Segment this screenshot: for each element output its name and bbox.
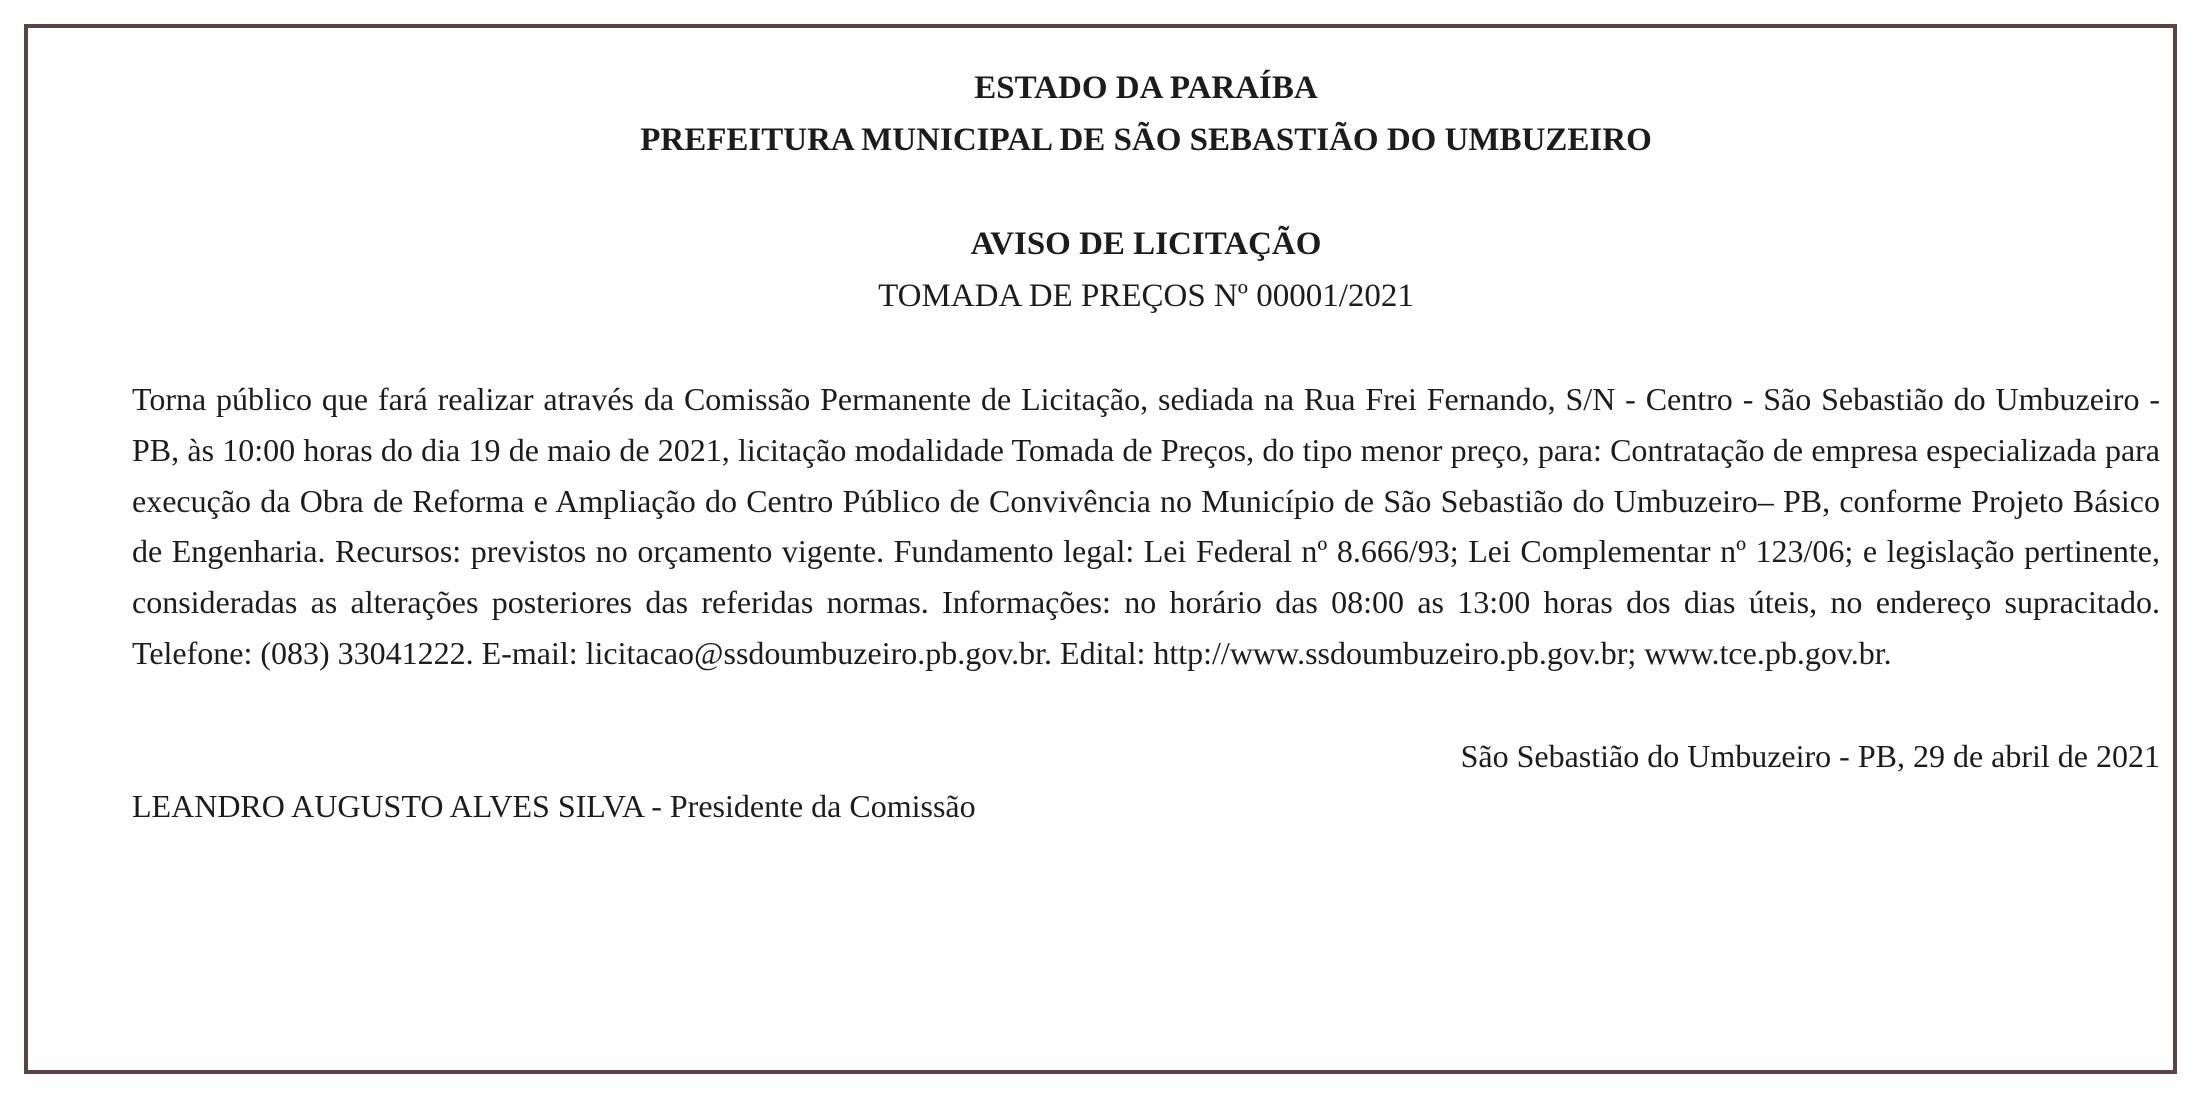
notice-body: Torna público que fará realizar através da Comissão Permanente de Licitação, sediada na Rua Frei Fernando, S/N - Centro - São Sebastião do Umbuzeiro - PB, às 10:00 horas do dia 19 de maio de 2021, licitação modalidade Tomada de Preços, do tipo menor preço, para: Contratação de empresa especializada para execução da Obra de Reforma e Ampliação do Centro Público de Convivência no Município de São Sebastião do Umbuzeiro– PB, conforme Projeto Básico de Engenharia. Recursos: previstos no orçamento vigente. Fundamento legal: Lei Federal nº 8.666/93; Lei Complementar nº 123/06; e legislação pertinente, consideradas as alterações posteriores das referidas normas. Informações: no horário das 08:00 as 13:00 horas dos dias úteis, no endereço supracitado. Telefone: (083) 33041222. E-mail: licitacao@ssdoumbuzeiro.pb.gov.br. Edital: http://www.ssdoumbuzeiro.pb.gov.br; www.tce.pb.gov.br. [132, 381, 2160, 671]
notice-subtitle: TOMADA DE PREÇOS Nº 00001/2021 [878, 278, 1414, 314]
state-heading: ESTADO DA PARAÍBA [974, 70, 1318, 106]
notice-content [132, 62, 2160, 831]
place-date: São Sebastião do Umbuzeiro - PB, 29 de abril de 2021 [1460, 737, 2160, 774]
notice-title: AVISO DE LICITAÇÃO [970, 226, 1322, 262]
signature-line: LEANDRO AUGUSTO ALVES SILVA - Presidente da Comissão [132, 787, 976, 824]
municipality-heading: PREFEITURA MUNICIPAL DE SÃO SEBASTIÃO DO UMBUZEIRO [640, 122, 1652, 158]
